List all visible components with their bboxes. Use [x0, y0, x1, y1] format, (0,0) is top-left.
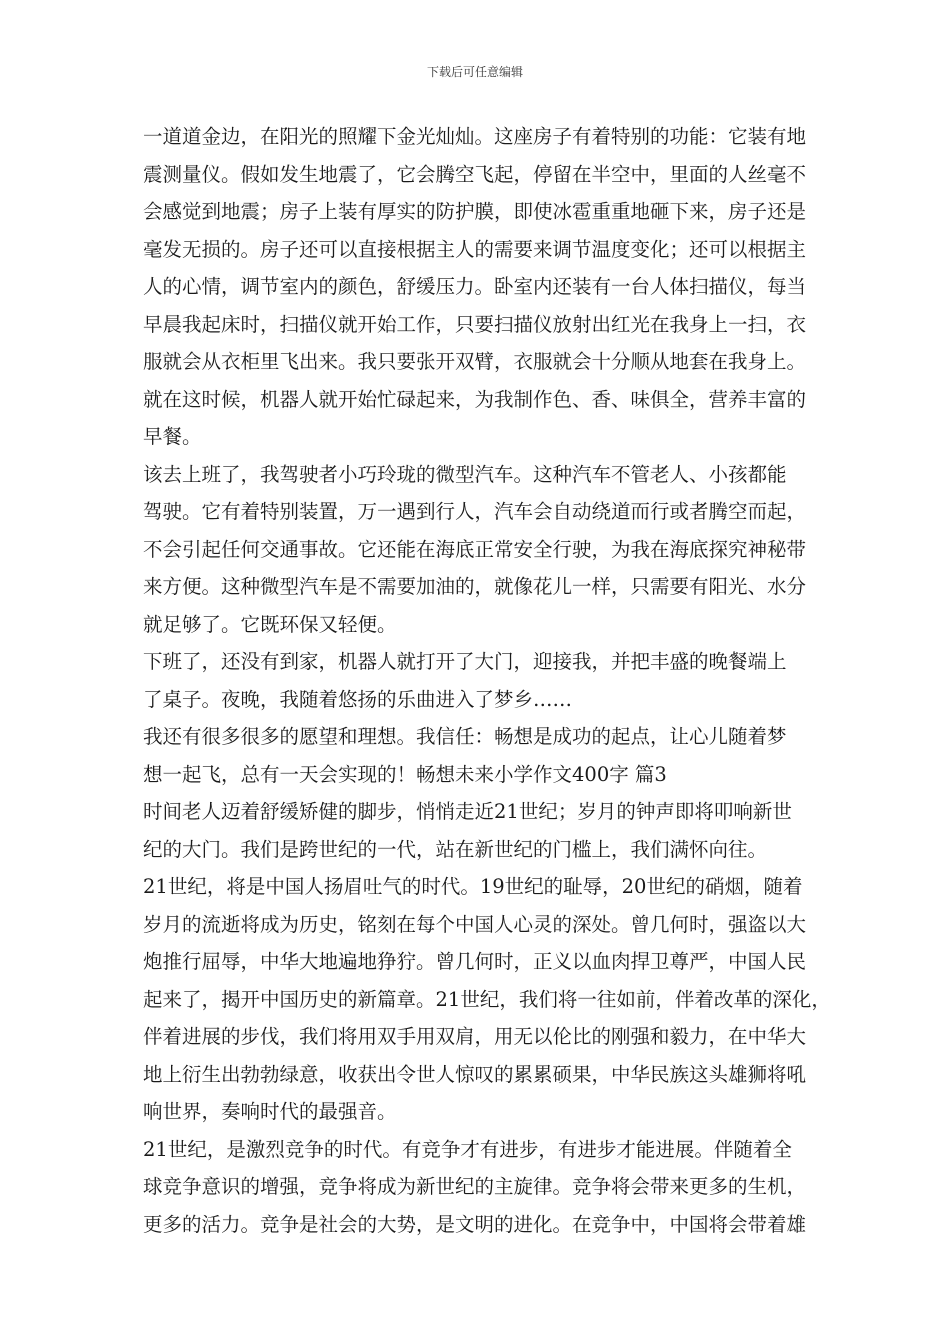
- text-line: 人的心情，调节室内的颜色，舒缓压力。卧室内还装有一台人体扫描仪，每当: [143, 275, 807, 298]
- text-line: 我还有很多很多的愿望和理想。我信任：畅想是成功的起点，让心儿随着梦: [143, 725, 787, 748]
- text-line: 岁月的流逝将成为历史，铭刻在每个中国人心灵的深处。曾几何时，强盗以大: [143, 912, 807, 936]
- text-line: 纪的大门。我们是跨世纪的一代，站在新世纪的门槛上，我们满怀向往。: [143, 837, 768, 861]
- page-header: 下载后可任意编辑: [426, 65, 523, 79]
- text-line: 起来了，揭开中国历史的新篇章。21世纪，我们将一往如前，伴着改革的深化，: [143, 987, 831, 1011]
- text-line: 早餐。: [143, 425, 202, 448]
- text-line: 毫发无损的。房子还可以直接根据主人的需要来调节温度变化；还可以根据主: [143, 237, 807, 261]
- text-line: 21世纪，是激烈竞争的时代。有竞争才有进步，有进步才能进展。伴随着全: [143, 1137, 792, 1161]
- text-line: 不会引起任何交通事故。它还能在海底正常安全行驶，为我在海底探究神秘带: [143, 537, 807, 561]
- text-line: 会感觉到地震；房子上装有厚实的防护膜，即使冰雹重重地砸下来，房子还是: [143, 200, 807, 223]
- text-line: 更多的活力。竞争是社会的大势，是文明的进化。在竞争中，中国将会带着雄: [143, 1212, 807, 1236]
- text-line: 早晨我起床时，扫描仪就开始工作，只要扫描仪放射出红光在我身上一扫，衣: [143, 312, 807, 336]
- text-line: 下班了，还没有到家，机器人就打开了大门，迎接我，并把丰盛的晚餐端上: [143, 650, 787, 673]
- text-line: 震测量仪。假如发生地震了，它会腾空飞起，停留在半空中，里面的人丝毫不: [143, 162, 807, 186]
- text-line: 一道道金边，在阳光的照耀下金光灿灿。这座房子有着特别的功能：它装有地: [143, 125, 807, 148]
- text-line: 就足够了。它既环保又轻便。: [143, 612, 397, 636]
- text-line: 球竞争意识的增强，竞争将成为新世纪的主旋律。竞争将会带来更多的生机，: [143, 1175, 807, 1198]
- text-line: 时间老人迈着舒缓矫健的脚步，悄悄走近21世纪；岁月的钟声即将叩响新世: [143, 800, 792, 823]
- text-line: 伴着进展的步伐，我们将用双手用双肩，用无以伦比的刚强和毅力，在中华大: [143, 1025, 807, 1048]
- text-line: 驾驶。它有着特别装置，万一遇到行人，汽车会自动绕道而行或者腾空而起，: [143, 500, 807, 523]
- text-line: 了桌子。夜晚，我随着悠扬的乐曲进入了梦乡……: [143, 687, 573, 711]
- text-line: 就在这时候，机器人就开始忙碌起来，为我制作色、香、味俱全，营养丰富的: [143, 387, 807, 411]
- text-line: 地上衍生出勃勃绿意，收获出令世人惊叹的累累硕果，中华民族这头雄狮将吼: [143, 1062, 807, 1086]
- text-line: 服就会从衣柜里飞出来。我只要张开双臂，衣服就会十分顺从地套在我身上。: [143, 350, 807, 373]
- text-line: 炮推行屈辱，中华大地遍地狰狞。曾几何时，正义以血肉捍卫尊严，中国人民: [143, 950, 807, 973]
- text-line: 来方便。这种微型汽车是不需要加油的，就像花儿一样，只需要有阳光、水分: [143, 575, 807, 598]
- text-line: 该去上班了，我驾驶者小巧玲珑的微型汽车。这种汽车不管老人、小孩都能: [143, 462, 787, 486]
- body-text: [143, 118, 831, 1243]
- text-line: 想一起飞，总有一天会实现的！畅想未来小学作文400字 篇3: [143, 762, 667, 786]
- text-line: 21世纪，将是中国人扬眉吐气的时代。19世纪的耻辱，20世纪的硝烟，随着: [143, 875, 803, 898]
- text-line: 响世界，奏响时代的最强音。: [143, 1100, 397, 1123]
